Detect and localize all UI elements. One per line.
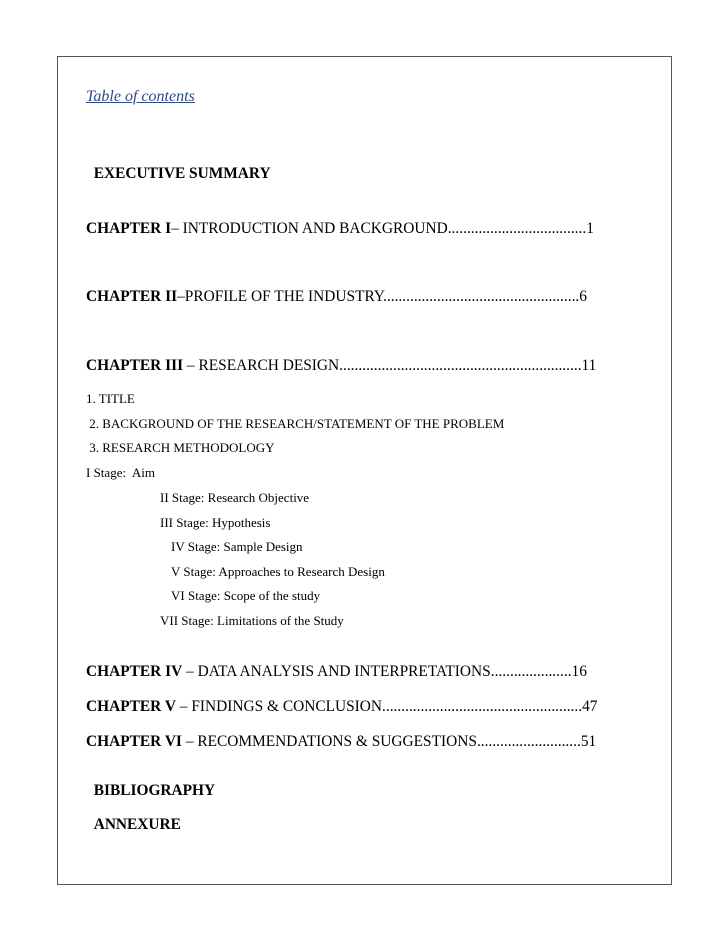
chapter-3-page: 11	[581, 357, 597, 374]
chapter-6-title: – RECOMMENDATIONS & SUGGESTIONS	[181, 733, 477, 750]
chapter-2-page: 6	[579, 288, 587, 305]
executive-summary-label: EXECUTIVE SUMMARY	[93, 165, 271, 183]
chapter-1-label: CHAPTER I	[86, 220, 172, 237]
toc-chapter-3[interactable]	[86, 358, 596, 373]
chapter-2-leader: ...................................................	[383, 288, 580, 305]
toc-subitem-stage-7[interactable]: VII Stage: Limitations of the Study	[160, 613, 344, 628]
toc-executive-summary[interactable]	[86, 151, 271, 182]
toc-subitem-methodology[interactable]: 3. RESEARCH METHODOLOGY	[86, 440, 275, 455]
chapter-4-page: 16	[571, 663, 587, 680]
chapter-6-page: 51	[580, 733, 597, 750]
chapter-2-title: –PROFILE OF THE INDUSTRY	[177, 288, 384, 305]
chapter-2-label: CHAPTER II	[86, 288, 178, 305]
chapter-5-label: CHAPTER V	[86, 698, 176, 715]
toc-chapter-2[interactable]	[86, 289, 587, 304]
toc-subitem-title[interactable]: 1. TITLE	[86, 391, 135, 406]
annexure-label: ANNEXURE	[93, 816, 181, 834]
toc-subitem-background[interactable]: 2. BACKGROUND OF THE RESEARCH/STATEMENT OF THE PROBLEM	[86, 416, 505, 431]
chapter-4-leader: .....................	[490, 663, 572, 680]
toc-subitem-stage-3[interactable]: III Stage: Hypothesis	[160, 515, 271, 530]
toc-bibliography[interactable]	[86, 768, 215, 799]
toc-subitem-stage-1[interactable]: I Stage: Aim	[86, 465, 155, 480]
chapter-5-page: 47	[582, 698, 598, 715]
chapter-5-leader: ....................................................	[382, 698, 583, 715]
toc-subitem-stage-4[interactable]: IV Stage: Sample Design	[171, 539, 303, 554]
toc-subitem-stage-5[interactable]: V Stage: Approaches to Research Design	[171, 564, 385, 579]
chapter-1-leader: ....................................	[447, 220, 587, 237]
chapter-3-label: CHAPTER III	[86, 357, 184, 374]
toc-chapter-6[interactable]	[86, 734, 596, 749]
chapter-6-leader: ...........................	[476, 733, 581, 750]
toc-annexure[interactable]	[86, 802, 181, 833]
toc-subitem-stage-6[interactable]: VI Stage: Scope of the study	[171, 588, 321, 603]
chapter-4-title: – DATA ANALYSIS AND INTERPRETATIONS	[182, 663, 491, 680]
chapter-5-title: – FINDINGS & CONCLUSION	[175, 698, 383, 715]
chapter-1-title: – INTRODUCTION AND BACKGROUND	[171, 220, 448, 237]
toc-chapter-5[interactable]	[86, 699, 597, 714]
chapter-4-label: CHAPTER IV	[86, 663, 183, 680]
toc-subitem-stage-2[interactable]: II Stage: Research Objective	[160, 490, 310, 505]
chapter-3-leader: ...............................................................	[339, 357, 582, 374]
toc-heading[interactable]: Table of contents	[86, 88, 195, 105]
chapter-1-page: 1	[586, 220, 594, 237]
toc-chapter-1[interactable]	[86, 221, 594, 236]
toc-chapter-4[interactable]	[86, 664, 587, 679]
chapter-6-label: CHAPTER VI	[86, 733, 182, 750]
chapter-3-title: – RESEARCH DESIGN	[183, 357, 340, 374]
bibliography-label: BIBLIOGRAPHY	[93, 782, 216, 800]
